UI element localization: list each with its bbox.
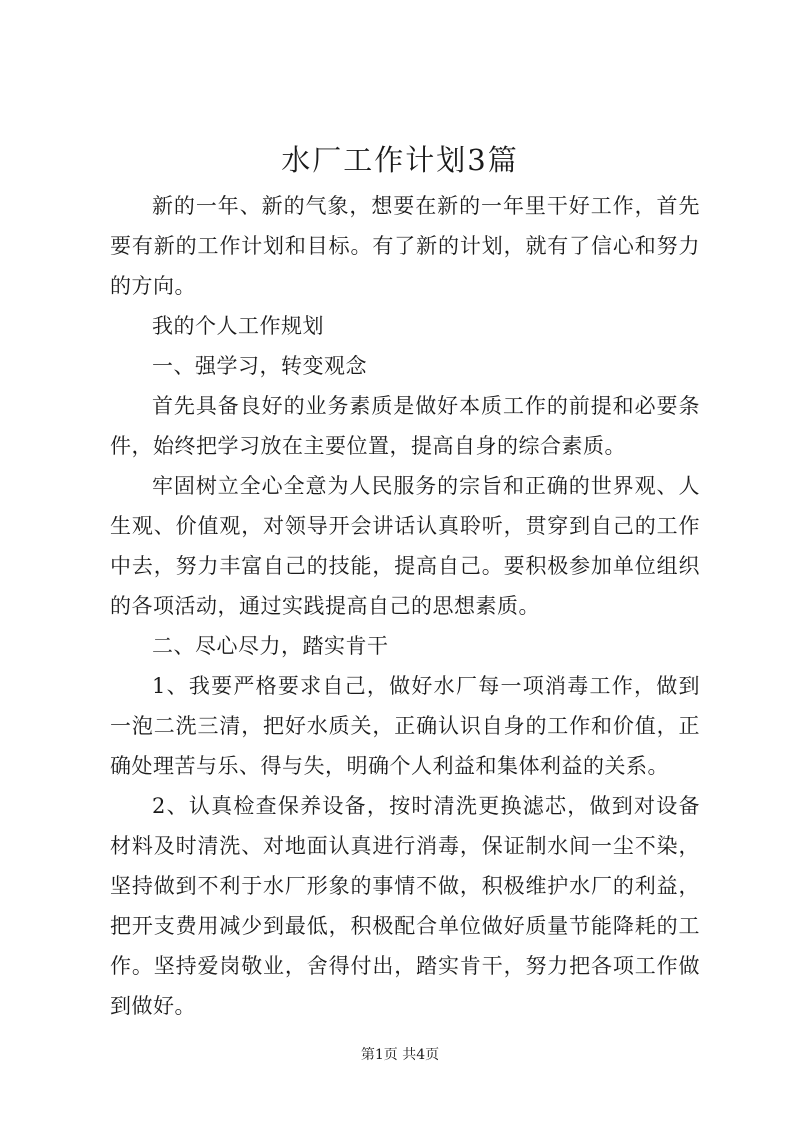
section-heading-2: 二、尽心尽力，踏实肯干 <box>152 634 389 658</box>
paragraph-item-1: 1、我要严格要求自己，做好水厂每一项消毒工作，做到一泡二洗三清，把好水质关，正确认识自身的工作和价值，正确处理苦与乐、得与失，明确个人利益和集体利益的关系。 <box>110 674 700 778</box>
paragraph-item-2: 2、认真检查保养设备，按时清洗更换滤芯，做到对设备材料及时清洗、对地面认真进行消毒，保证制水间一尘不染，坚持做到不利于水厂形象的事情不做，积极维护水厂的利益，把开支费用减少到最低，积极配合单位做好质量节能降耗的工作。坚持爱岗敬业，舍得付出，踏实肯干，努力把各项工作做到做好。 <box>110 794 700 1018</box>
paragraph-plan-heading: 我的个人工作规划 <box>152 314 324 338</box>
paragraph-service: 牢固树立全心全意为人民服务的宗旨和正确的世界观、人生观、价值观，对领导开会讲话认真聆听，贯穿到自己的工作中去，努力丰富自己的技能，提高自己。要积极参加单位组织的各项活动，通过实践提高自己的思想素质。 <box>110 474 700 618</box>
document-title: 水厂工作计划3篇 <box>281 143 519 177</box>
page-number-footer: 第1页 共4页 <box>360 1047 440 1063</box>
document-body <box>110 186 700 1026</box>
section-heading-1: 一、强学习，转变观念 <box>152 354 367 378</box>
paragraph-intro: 新的一年、新的气象，想要在新的一年里干好工作，首先要有新的工作计划和目标。有了新的计划，就有了信心和努力的方向。 <box>110 194 700 298</box>
paragraph-quality: 首先具备良好的业务素质是做好本质工作的前提和必要条件，始终把学习放在主要位置，提高自身的综合素质。 <box>110 394 700 458</box>
